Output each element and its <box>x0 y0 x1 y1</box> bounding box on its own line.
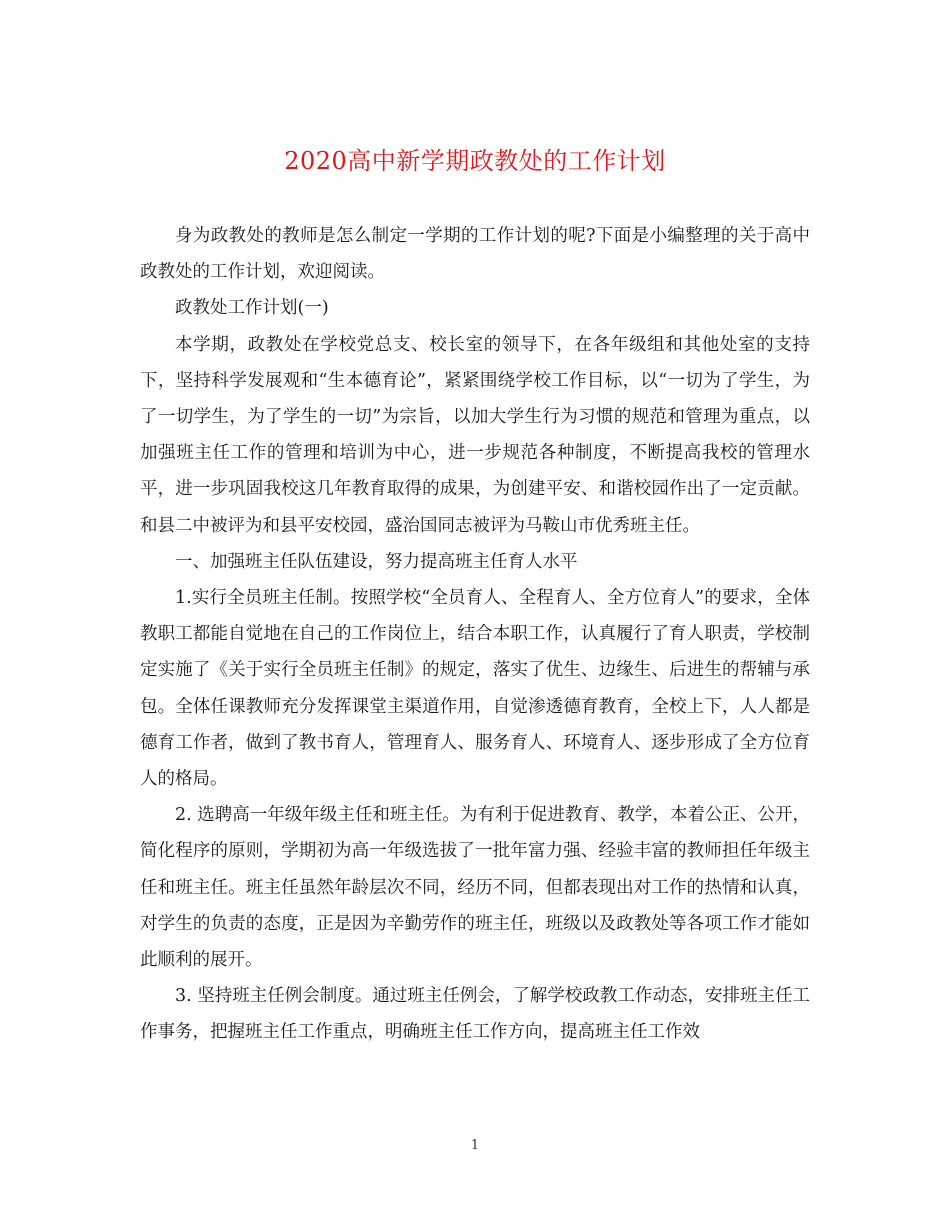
item-paragraph-1: 1.实行全员班主任制。按照学校“全员育人、全程育人、全方位育人”的要求，全体教职工都能自觉地在自己的工作岗位上，结合本职工作，认真履行了育人职责，学校制定实施了《关于实行全员班主任制》的规定，落实了优生、边缘生、后进生的帮辅与承包。全体任课教师充分发挥课堂主渠道作用，自觉渗透德育教育，全校上下，人人都是德育工作者，做到了教书育人，管理育人、服务育人、环境育人、逐步形成了全方位育人的格局。 <box>140 588 810 790</box>
intro-paragraph: 身为政教处的教师是怎么制定一学期的工作计划的呢?下面是小编整理的关于高中政教处的工作计划，欢迎阅读。 <box>140 226 810 283</box>
item-paragraph-3: 3. 坚持班主任例会制度。通过班主任例会，了解学校政教工作动态，安排班主任工作事务，把握班主任工作重点，明确班主任工作方向，提高班主任工作效 <box>140 986 810 1043</box>
document-body <box>140 218 810 1051</box>
page-number: 1 <box>470 1138 480 1153</box>
section-heading-plan-one: 政教处工作计划(一) <box>175 298 329 319</box>
item-paragraph-2: 2. 选聘高一年级年级主任和班主任。为有利于促进教育、教学，本着公正、公开，简化程序的原则，学期初为高一年级选拔了一批年富力强、经验丰富的教师担任年级主任和班主任。班主任虽然年龄层次不同，经历不同，但都表现出对工作的热情和认真，对学生的负责的态度，正是因为辛勤劳作的班主任，班级以及政教处等各项工作才能如此顺利的展开。 <box>140 805 810 971</box>
overview-paragraph: 本学期，政教处在学校党总支、校长室的领导下，在各年级组和其他处室的支持下，坚持科学发展观和“生本德育论”，紧紧围绕学校工作目标，以“一切为了学生，为了一切学生，为了学生的一切”为宗旨，以加大学生行为习惯的规范和管理为重点，以加强班主任工作的管理和培训为中心，进一步规范各种制度，不断提高我校的管理水平，进一步巩固我校这几年教育取得的成果，为创建平安、和谐校园作出了一定贡献。和县二中被评为和县平安校园，盛治国同志被评为马鞍山市优秀班主任。 <box>140 334 810 536</box>
section-heading-head-teacher: 一、加强班主任队伍建设，努力提高班主任育人水平 <box>175 551 578 572</box>
document-title: 2020高中新学期政教处的工作计划 <box>284 147 666 175</box>
